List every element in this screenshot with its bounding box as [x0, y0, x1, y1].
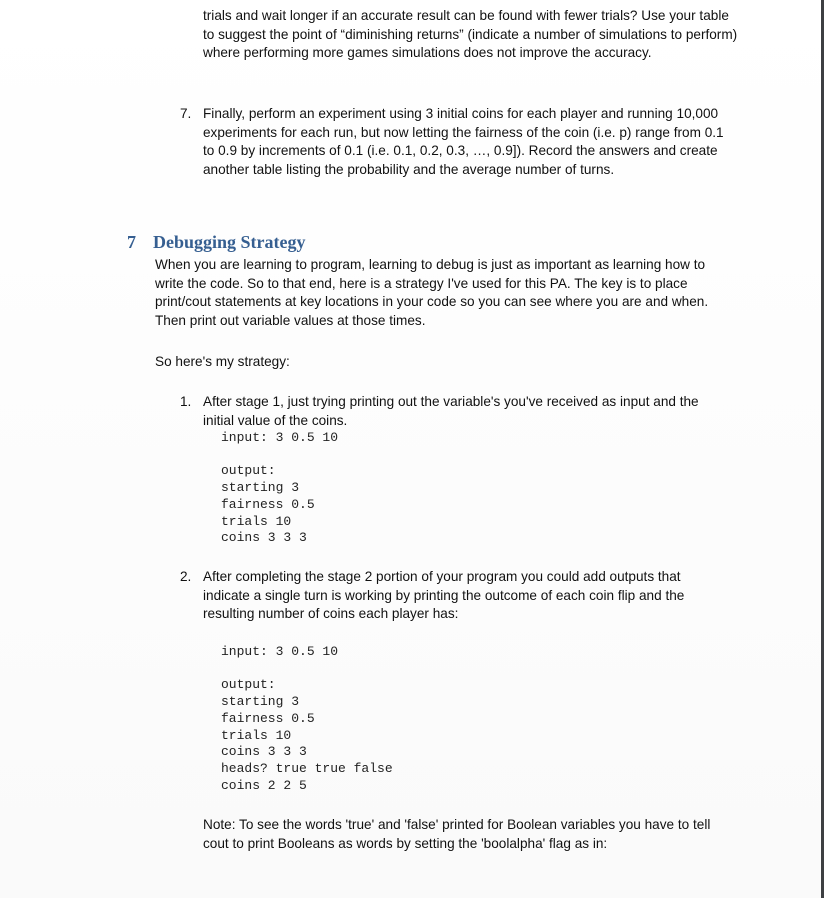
continued-list-item-text: trials and wait longer if an accurate result can be found with fewer trials? Use your table to suggest the point of “diminishing returns” (indicate a number of simulations to perform) where performing more games simulations does not improve the accuracy.: [203, 8, 738, 60]
step-text: After stage 1, just trying printing out the variable's you've received as input and the initial value of the coins.: [203, 394, 699, 428]
section-heading: Debugging Strategy: [153, 232, 306, 252]
list-number: 7.: [180, 106, 192, 121]
step-number: 1.: [180, 394, 192, 409]
step-text: After completing the stage 2 portion of your program you could add outputs that indicate a single turn is working by printing the outcome of each coin flip and the resulting number of coins each player has:: [203, 569, 685, 621]
strategy-lead: So here's my strategy:: [155, 354, 290, 369]
step-number: 2.: [180, 569, 192, 584]
note-text: Note: To see the words 'true' and 'false' printed for Boolean variables you have to tell cout to print Booleans as words by setting the 'boolalpha' flag as in:: [203, 817, 711, 851]
intro-paragraph: When you are learning to program, learning to debug is just as important as learning how to write the code. So to that end, here is a strategy I've used for this PA. The key is to place print/cout statements at key locations in your code so you can see where you are and when. Then print out variable values at those times.: [155, 257, 709, 328]
code-sample: input: 3 0.5 10 output: starting 3 fairness 0.5 trials 10 coins 3 3 3: [221, 430, 339, 546]
section-number: 7: [127, 232, 136, 252]
list-item-text: Finally, perform an experiment using 3 initial coins for each player and running 10,000 experiments for each run, but now letting the fairness of the coin (i.e. p) range from 0.1 to 0.9 by increments of 0.1 (i.e. 0.1, 0.2, 0.3, …, 0.9]). Record the answers and create another table listing the probability and the average number of turns.: [203, 106, 724, 177]
code-sample: input: 3 0.5 10 output: starting 3 fairness 0.5 trials 10 coins 3 3 3 heads? true true false coins 2 2 5: [221, 644, 393, 793]
